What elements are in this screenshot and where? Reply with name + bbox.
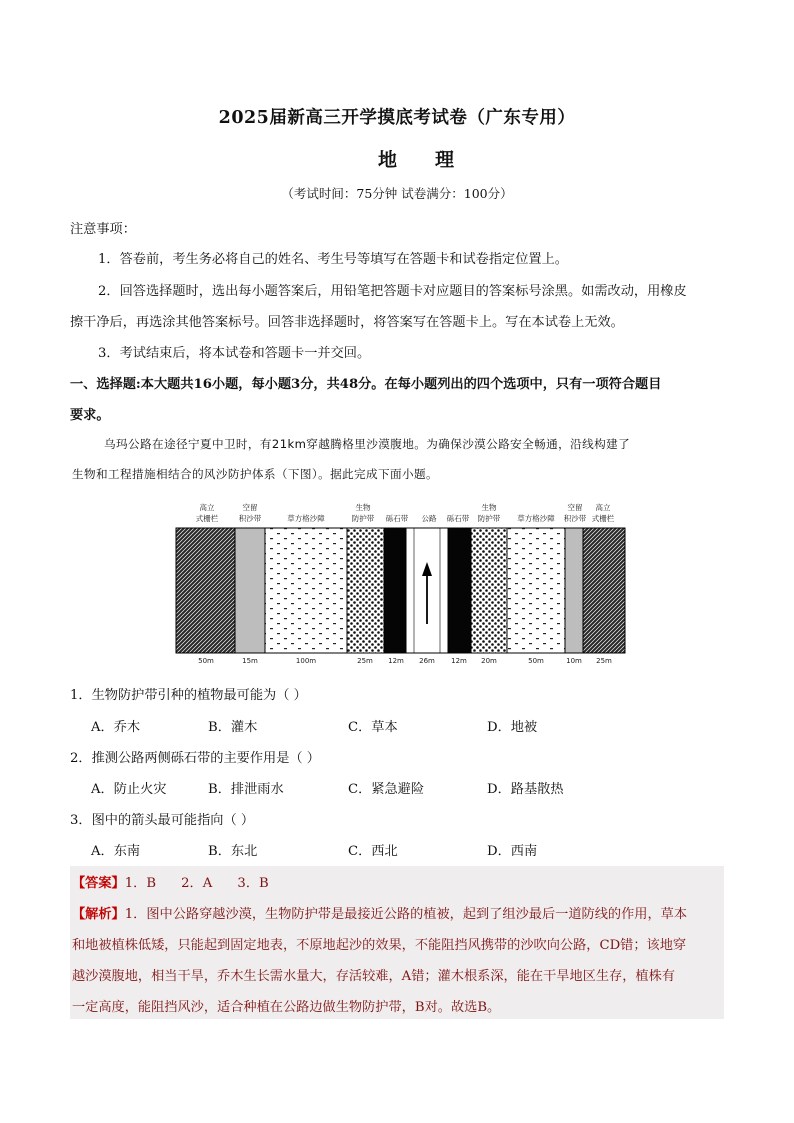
answer-tag: 【答案】 bbox=[72, 876, 125, 891]
road-protection-diagram bbox=[170, 496, 632, 668]
analysis-line-2: 和地被植株低矮，只能起到固定地表，不原地起沙的效果，不能阻挡风携带的沙吹向公路，CD错；该地穿 bbox=[72, 938, 687, 953]
label-empty-left-2: 积沙带 bbox=[238, 514, 262, 523]
width-label: 25m bbox=[596, 657, 612, 665]
width-label: 20m bbox=[481, 657, 497, 665]
strip-grass-left bbox=[265, 528, 347, 653]
label-bio-right-1: 生物 bbox=[481, 503, 497, 512]
label-empty-left-1: 空留 bbox=[242, 503, 258, 512]
reading-line-2: 生物和工程措施相结合的风沙防护体系（下图）。据此完成下面小题。 bbox=[72, 467, 439, 481]
label-fence-left-1: 高立 bbox=[199, 503, 215, 512]
notice-item-3: 3．考试结束后，将本试卷和答题卡一并交回。 bbox=[98, 346, 371, 361]
question-3-option-b[interactable]: B．东北 bbox=[208, 844, 258, 859]
exam-title: 2025届新高三开学摸底考试卷（广东专用） bbox=[218, 108, 576, 128]
strip-bio-left bbox=[347, 528, 384, 653]
label-empty-right-1: 空留 bbox=[567, 503, 583, 512]
question-3-option-c[interactable]: C．西北 bbox=[348, 844, 398, 859]
label-bio-left-2: 防护带 bbox=[351, 514, 375, 523]
answer-row bbox=[72, 872, 269, 891]
analysis-row-1 bbox=[72, 903, 687, 922]
strip-grass-right bbox=[507, 528, 565, 653]
question-1-option-b[interactable]: B．灌木 bbox=[208, 720, 258, 735]
strip-fence-left bbox=[176, 528, 235, 653]
label-fence-right-1: 高立 bbox=[595, 503, 611, 512]
notice-item-1: 1．答卷前，考生务必将自己的姓名、考生号等填写在答题卡和试卷指定位置上。 bbox=[98, 252, 568, 267]
notice-item-2-line-2: 擦干净后，再选涂其他答案标号。回答非选择题时，将答案写在答题卡上。写在本试卷上无效。 bbox=[70, 315, 624, 330]
strip-gravel-left bbox=[384, 528, 406, 653]
label-bio-left-1: 生物 bbox=[355, 503, 371, 512]
strip-empty-left bbox=[235, 528, 265, 653]
strip-empty-right bbox=[565, 528, 583, 653]
answer-text: 1．B 2．A 3．B bbox=[124, 876, 269, 891]
width-label: 26m bbox=[419, 657, 435, 665]
question-1-option-d[interactable]: D．地被 bbox=[487, 720, 538, 735]
question-3-option-d[interactable]: D．西南 bbox=[487, 844, 538, 859]
question-2-option-d[interactable]: D．路基散热 bbox=[487, 782, 564, 797]
subject-title: 地理 bbox=[377, 149, 492, 171]
strip-gravel-right bbox=[448, 528, 471, 653]
width-label: 50m bbox=[528, 657, 544, 665]
notice-item-2-line-1: 2．回答选择题时，选出每小题答案后，用铅笔把答题卡对应题目的答案标号涂黑。如需改动，用橡皮 bbox=[98, 284, 687, 299]
width-label: 15m bbox=[242, 657, 258, 665]
notice-heading: 注意事项： bbox=[70, 222, 136, 237]
label-empty-right-2: 积沙带 bbox=[563, 514, 587, 523]
strip-bio-right bbox=[471, 528, 507, 653]
section-heading-line-1: 一、选择题:本大题共16小题，每小题3分，共48分。在每小题列出的四个选项中，只有一项符合题目 bbox=[70, 377, 662, 392]
width-label: 25m bbox=[357, 657, 373, 665]
label-fence-left-2: 式栅栏 bbox=[195, 514, 219, 523]
question-2-option-c[interactable]: C．紧急避险 bbox=[348, 782, 425, 797]
label-grass-right: 草方格沙障 bbox=[517, 514, 555, 523]
analysis-line-3: 越沙漠腹地，相当干旱，乔木生长需水量大，存活较难，A错；灌木根系深，能在干旱地区生存，植株有 bbox=[72, 969, 675, 984]
label-road: 公路 bbox=[421, 514, 437, 523]
section-heading-line-2: 要求。 bbox=[70, 408, 110, 423]
width-label: 50m bbox=[198, 657, 214, 665]
label-gravel-left: 砾石带 bbox=[385, 514, 409, 523]
width-label: 12m bbox=[451, 657, 467, 665]
question-3-option-a[interactable]: A．东南 bbox=[91, 844, 141, 859]
question-2-stem: 2．推测公路两侧砾石带的主要作用是（ ） bbox=[70, 751, 320, 766]
width-label: 10m bbox=[566, 657, 582, 665]
label-bio-right-2: 防护带 bbox=[477, 514, 501, 523]
label-fence-right-2: 式栅栏 bbox=[591, 514, 615, 523]
strip-fence-right bbox=[583, 528, 625, 653]
label-grass-left: 草方格沙障 bbox=[287, 514, 325, 523]
width-label: 12m bbox=[388, 657, 404, 665]
analysis-tag: 【解析】 bbox=[72, 907, 125, 922]
question-1-stem: 1．生物防护带引种的植物最可能为（ ） bbox=[70, 688, 307, 703]
question-2-option-a[interactable]: A．防止火灾 bbox=[91, 782, 167, 797]
width-label: 100m bbox=[295, 657, 317, 665]
label-gravel-right: 砾石带 bbox=[446, 514, 470, 523]
question-1-option-c[interactable]: C．草本 bbox=[348, 720, 398, 735]
analysis-line-4: 一定高度，能阻挡风沙，适合种植在公路边做生物防护带，B对。故选B。 bbox=[72, 1000, 501, 1015]
exam-info: （考试时间：75分钟 试卷满分：100分） bbox=[281, 186, 513, 201]
reading-line-1: 乌玛公路在途径宁夏中卫时，有21km穿越腾格里沙漠腹地。为确保沙漠公路安全畅通，沿线构建了 bbox=[104, 437, 631, 451]
question-3-stem: 3．图中的箭头最可能指向（ ） bbox=[70, 813, 255, 828]
question-1-option-a[interactable]: A．乔木 bbox=[91, 720, 141, 735]
analysis-line-1: 1．图中公路穿越沙漠，生物防护带是最接近公路的植被，起到了组沙最后一道防线的作用，草本 bbox=[124, 907, 688, 922]
question-2-option-b[interactable]: B．排泄雨水 bbox=[208, 782, 284, 797]
